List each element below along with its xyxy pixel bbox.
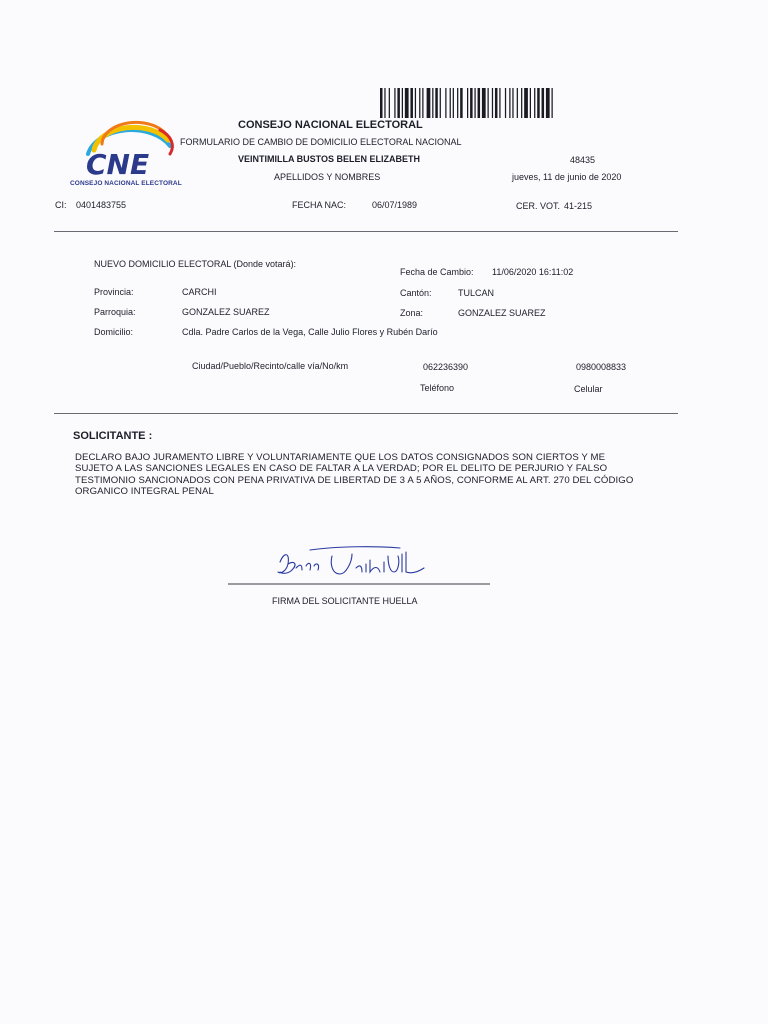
- barcode-bar: [474, 88, 475, 118]
- province-label: Provincia:: [94, 287, 134, 297]
- address-value: Cdla. Padre Carlos de la Vega, Calle Julio Flores y Rubén Darío: [182, 327, 438, 337]
- phone-value: 062236390: [423, 362, 469, 372]
- barcode-bar: [445, 88, 446, 118]
- barcode-bar: [492, 88, 493, 118]
- barcode-bar: [440, 88, 441, 118]
- barcode-bar: [509, 88, 510, 118]
- barcode-bar: [389, 88, 390, 118]
- barcode-bar: [435, 88, 438, 118]
- barcode-bar: [499, 88, 500, 118]
- barcode-bar: [410, 88, 413, 118]
- barcode-bar: [384, 88, 385, 118]
- cell-caption: Celular: [574, 384, 603, 394]
- parish-label: Parroquia:: [94, 307, 136, 317]
- form-date: jueves, 11 de junio de 2020: [512, 172, 622, 182]
- phone-caption: Teléfono: [420, 383, 455, 393]
- barcode-bar: [427, 88, 431, 118]
- barcode-bar: [482, 88, 486, 118]
- canton-value: TULCAN: [458, 288, 495, 298]
- barcode-bar: [512, 88, 513, 118]
- barcode: [380, 88, 604, 118]
- form-title: FORMULARIO DE CAMBIO DE DOMICILIO ELECTORAL NACIONAL: [180, 137, 462, 147]
- barcode-bar: [394, 88, 395, 118]
- barcode-bar: [415, 88, 416, 118]
- barcode-bar: [470, 88, 473, 118]
- barcode-bar: [380, 88, 383, 118]
- voting-cert-value: 41-215: [564, 201, 593, 211]
- signature-image: [228, 542, 490, 590]
- barcode-bar: [524, 88, 528, 118]
- barcode-bar: [405, 88, 409, 118]
- ci-value: 0401483755: [76, 200, 127, 210]
- divider-bottom: [54, 413, 678, 414]
- barcode-bar: [397, 88, 400, 118]
- barcode-bar: [419, 88, 420, 118]
- cell-value: 0980008833: [576, 362, 627, 372]
- applicant-full-name: VEINTIMILLA BUSTOS BELEN ELIZABETH: [238, 154, 421, 164]
- barcode-bar: [517, 88, 518, 118]
- barcode-bar: [460, 88, 463, 118]
- voting-cert-label: CER. VOT.: [516, 201, 561, 211]
- name-caption: APELLIDOS Y NOMBRES: [274, 172, 381, 182]
- signature-caption: FIRMA DEL SOLICITANTE HUELLA: [272, 596, 418, 606]
- divider-top: [54, 231, 678, 232]
- logo-caption: CONSEJO NACIONAL ELECTORAL: [70, 180, 182, 187]
- change-date-label: Fecha de Cambio:: [400, 267, 474, 277]
- domicile-section-title: NUEVO DOMICILIO ELECTORAL (Donde votará):: [94, 259, 297, 269]
- ci-label: CI:: [55, 200, 67, 210]
- barcode-bar: [402, 88, 403, 118]
- barcode-bar: [552, 88, 553, 118]
- form-number: 48435: [570, 155, 596, 165]
- cne-logo: [72, 114, 188, 190]
- barcode-bar: [453, 88, 454, 118]
- barcode-bar: [537, 88, 540, 118]
- barcode-bar: [534, 88, 535, 118]
- barcode-bar: [542, 88, 545, 118]
- barcode-bar: [546, 88, 550, 118]
- barcode-bar: [521, 88, 522, 118]
- institution-title: CONSEJO NACIONAL ELECTORAL: [238, 119, 423, 131]
- province-value: CARCHI: [182, 287, 217, 297]
- birth-date-label: FECHA NAC:: [292, 200, 347, 210]
- birth-date-value: 06/07/1989: [372, 200, 418, 210]
- barcode-bar: [422, 88, 423, 118]
- barcode-bar: [467, 88, 468, 118]
- barcode-bar: [432, 88, 433, 118]
- parish-value: GONZALEZ SUAREZ: [182, 307, 270, 317]
- sworn-declaration: DECLARO BAJO JURAMENTO LIBRE Y VOLUNTARIAMENTE QUE LOS DATOS CONSIGNADOS SON CIERTOS Y ME SUJETO A LAS SANCIONES LEGALES EN CASO DE FALTAR A LA VERDAD; POR EL DELITO DE PERJURIO Y FALSO TESTIMONIO SANCIONADOS CON PENA PRIVATIVA DE LIBERTAD DE 3 A 5 AÑOS, CONFORME AL ART. 270 DEL CÓDIGO ORGANICO INTEGRAL PENAL: [75, 452, 634, 498]
- barcode-bar: [488, 88, 489, 118]
- change-date-value: 11/06/2020 16:11:02: [492, 267, 574, 277]
- barcode-bar: [530, 88, 531, 118]
- logo-letters: CNE: [86, 148, 150, 181]
- city-caption: Ciudad/Pueblo/Recinto/calle vía/No/km: [192, 361, 349, 371]
- applicant-title: SOLICITANTE :: [73, 430, 153, 442]
- zone-label: Zona:: [400, 308, 424, 318]
- zone-value: GONZALEZ SUAREZ: [458, 308, 546, 318]
- barcode-bar: [450, 88, 451, 118]
- barcode-bar: [478, 88, 481, 118]
- barcode-bar: [495, 88, 498, 118]
- barcode-bar: [457, 88, 458, 118]
- address-label: Domicilio:: [94, 327, 134, 337]
- barcode-bar: [505, 88, 506, 118]
- canton-label: Cantón:: [400, 288, 432, 298]
